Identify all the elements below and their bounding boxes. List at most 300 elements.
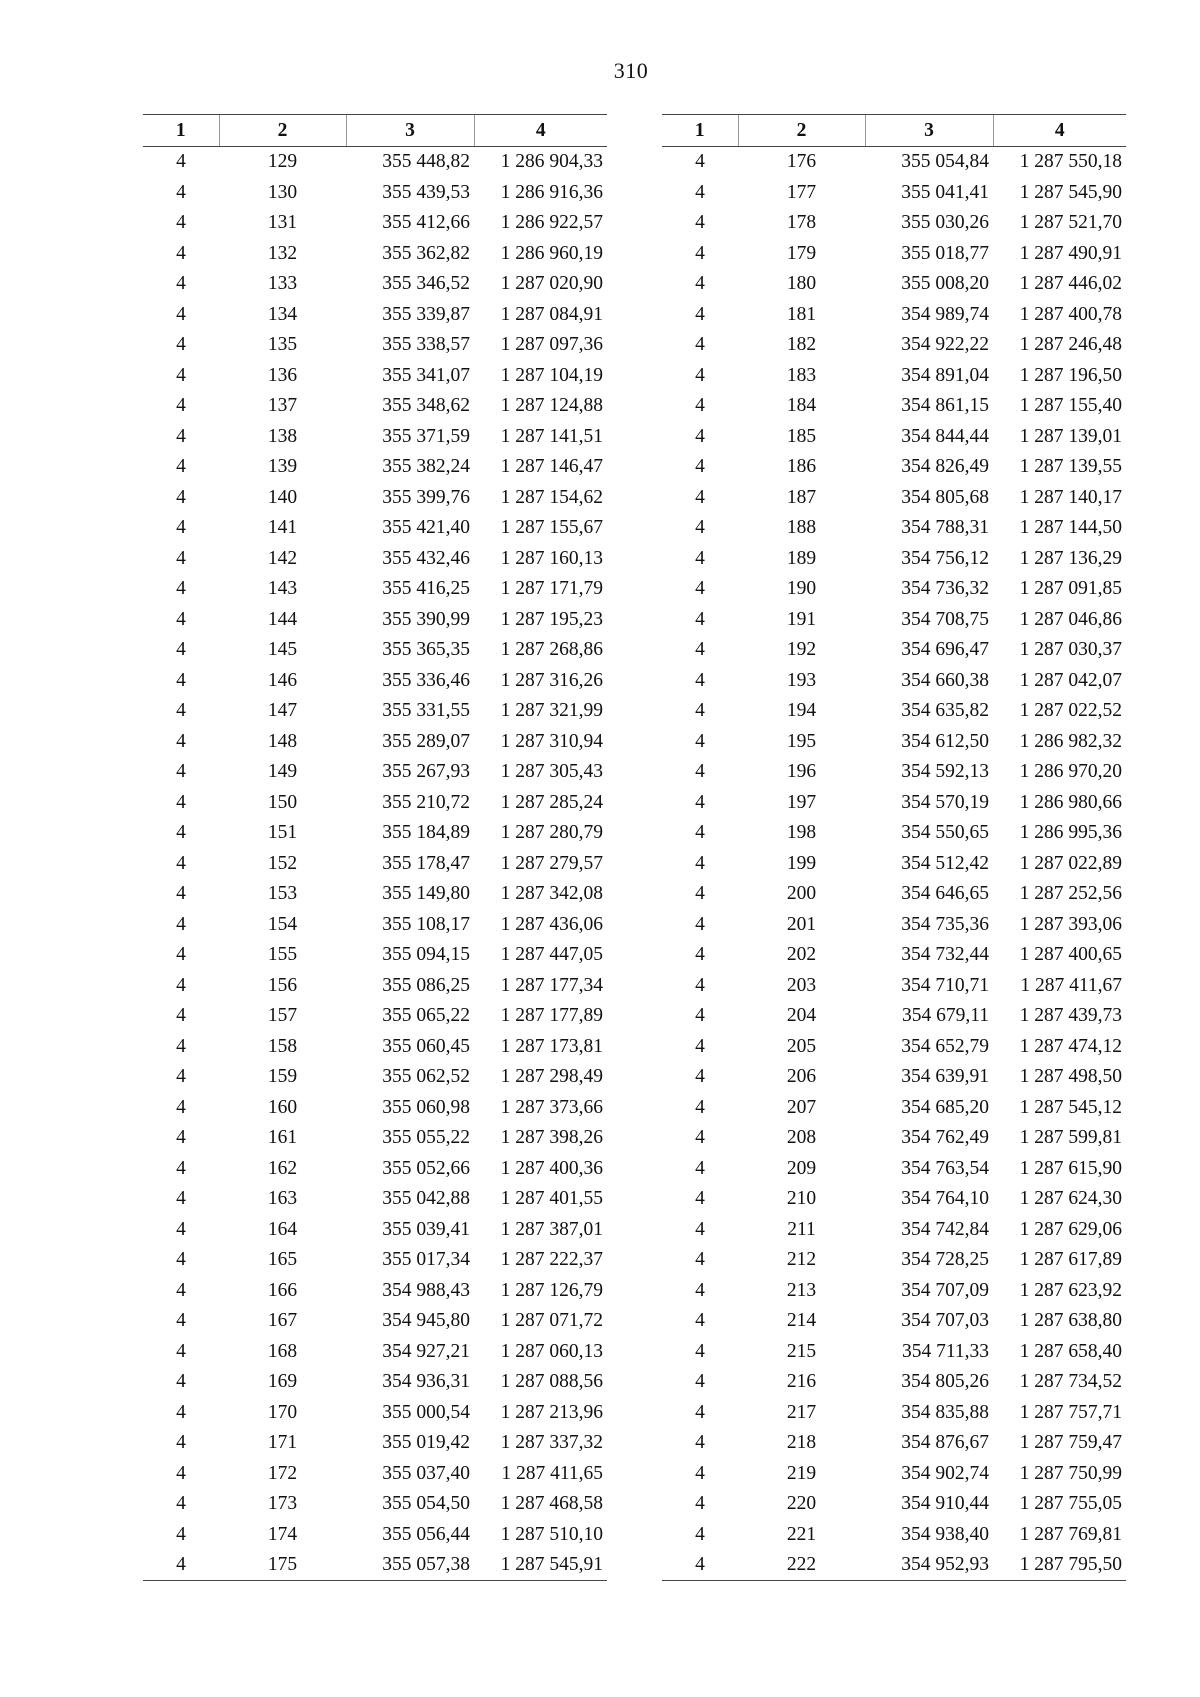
table-header-row <box>143 115 607 147</box>
cell-point-number: 136 <box>267 364 298 386</box>
cell-x-coordinate: 354 742,84 <box>901 1218 989 1240</box>
table-row <box>662 452 1126 483</box>
cell-point-number: 130 <box>267 181 298 203</box>
cell-point-number: 207 <box>786 1096 817 1118</box>
cell-y-coordinate: 1 287 139,55 <box>1019 456 1122 477</box>
table-row <box>143 1275 607 1306</box>
cell-part-number: 4 <box>143 1550 219 1581</box>
cell-y-coordinate: 1 287 474,12 <box>1019 1035 1122 1057</box>
table-body-right <box>662 147 1126 1581</box>
cell-x-coordinate: 354 936,31 <box>382 1371 470 1392</box>
cell-part-number: 4 <box>176 303 186 325</box>
cell-x-coordinate: 355 289,07 <box>382 730 470 752</box>
table-row <box>143 360 607 391</box>
table-row <box>662 1062 1126 1093</box>
cell-point-number: 176 <box>786 151 817 173</box>
cell-y-coordinate: 1 287 140,17 <box>1019 486 1122 508</box>
cell-part-number: 4 <box>695 364 705 386</box>
column-header-3: 3 <box>865 115 993 147</box>
cell-part-number: 4 <box>176 883 186 904</box>
cell-point-number: 133 <box>267 273 298 294</box>
cell-point-number: 166 <box>267 1279 298 1301</box>
table-row <box>143 1062 607 1093</box>
cell-y-coordinate: 1 287 222,37 <box>500 1249 603 1270</box>
cell-point-number: 187 <box>786 486 817 508</box>
column-header-2: 2 <box>219 115 346 147</box>
cell-point-number: 218 <box>786 1432 817 1453</box>
table-row <box>143 604 607 635</box>
cell-part-number: 4 <box>695 1127 705 1148</box>
cell-y-coordinate: 1 286 960,19 <box>500 242 603 264</box>
table-row <box>143 970 607 1001</box>
cell-y-coordinate: 1 287 144,50 <box>1019 517 1122 538</box>
cell-y-coordinate: 1 287 154,62 <box>500 486 603 508</box>
table-row <box>143 482 607 513</box>
cell-y-coordinate: 1 287 734,52 <box>1019 1371 1122 1392</box>
table-row <box>143 513 607 544</box>
table-row <box>143 452 607 483</box>
cell-point-number: 194 <box>786 700 817 721</box>
cell-y-coordinate: 1 287 545,91 <box>474 1550 607 1581</box>
table-row <box>143 1336 607 1367</box>
cell-point-number: 189 <box>786 547 817 569</box>
cell-point-number: 215 <box>786 1340 817 1362</box>
cell-part-number: 4 <box>695 852 705 874</box>
cell-part-number: 4 <box>695 181 705 203</box>
table-row <box>143 726 607 757</box>
cell-point-number: 212 <box>786 1249 817 1270</box>
table-row <box>662 208 1126 239</box>
cell-part-number: 4 <box>176 1127 186 1148</box>
table-row <box>143 1367 607 1398</box>
cell-y-coordinate: 1 287 146,47 <box>500 456 603 477</box>
cell-part-number: 4 <box>176 1462 186 1484</box>
cell-x-coordinate: 354 612,50 <box>901 730 989 752</box>
cell-part-number: 4 <box>176 242 186 264</box>
cell-x-coordinate: 354 708,75 <box>901 608 989 630</box>
cell-point-number: 198 <box>786 822 817 843</box>
cell-x-coordinate: 354 592,13 <box>901 761 989 782</box>
column-header-1: 1 <box>662 115 738 147</box>
cell-x-coordinate: 354 861,15 <box>901 395 989 416</box>
cell-x-coordinate: 354 788,31 <box>901 517 989 538</box>
cell-point-number: 132 <box>267 242 298 264</box>
cell-part-number: 4 <box>176 1096 186 1118</box>
table-row <box>143 299 607 330</box>
cell-y-coordinate: 1 287 298,49 <box>500 1066 603 1087</box>
table-row <box>662 1031 1126 1062</box>
table-row <box>143 1092 607 1123</box>
cell-y-coordinate: 1 287 750,99 <box>1019 1462 1122 1484</box>
cell-y-coordinate: 1 287 022,89 <box>1019 852 1122 874</box>
page-number: 310 <box>613 58 649 83</box>
cell-point-number: 210 <box>786 1188 817 1209</box>
cell-x-coordinate: 355 060,98 <box>382 1096 470 1118</box>
cell-part-number: 4 <box>176 517 186 538</box>
table-row <box>143 848 607 879</box>
cell-x-coordinate: 355 432,46 <box>382 547 470 569</box>
cell-part-number: 4 <box>695 456 705 477</box>
cell-part-number: 4 <box>176 700 186 721</box>
table-row <box>662 1428 1126 1459</box>
table-row <box>662 665 1126 696</box>
cell-part-number: 4 <box>695 1096 705 1118</box>
cell-part-number: 4 <box>176 1005 186 1026</box>
cell-point-number: 153 <box>267 883 298 904</box>
cell-point-number: 172 <box>267 1462 298 1484</box>
cell-point-number: 193 <box>786 669 817 691</box>
column-header-3: 3 <box>346 115 474 147</box>
cell-y-coordinate: 1 287 342,08 <box>500 883 603 904</box>
cell-y-coordinate: 1 287 521,70 <box>1019 212 1122 233</box>
cell-x-coordinate: 354 938,40 <box>901 1523 989 1545</box>
cell-x-coordinate: 355 339,87 <box>382 303 470 325</box>
cell-part-number: 4 <box>695 1310 705 1331</box>
cell-y-coordinate: 1 287 091,85 <box>1019 578 1122 599</box>
cell-point-number: 141 <box>267 517 298 538</box>
cell-point-number: 169 <box>267 1371 298 1392</box>
cell-y-coordinate: 1 287 022,52 <box>1019 700 1122 721</box>
cell-x-coordinate: 354 570,19 <box>901 791 989 813</box>
cell-point-number: 145 <box>267 639 298 660</box>
cell-point-number: 159 <box>267 1066 298 1087</box>
cell-part-number: 4 <box>695 151 705 173</box>
cell-part-number: 4 <box>695 1432 705 1453</box>
table-row <box>143 635 607 666</box>
cell-point-number: 134 <box>267 303 298 325</box>
coordinates-table-right <box>662 114 1126 1581</box>
cell-part-number: 4 <box>695 334 705 355</box>
cell-y-coordinate: 1 287 617,89 <box>1019 1249 1122 1270</box>
cell-part-number: 4 <box>695 1157 705 1179</box>
cell-part-number: 4 <box>176 608 186 630</box>
cell-part-number: 4 <box>176 181 186 203</box>
cell-y-coordinate: 1 287 042,07 <box>1019 669 1122 691</box>
cell-point-number: 219 <box>786 1462 817 1484</box>
cell-x-coordinate: 355 184,89 <box>382 822 470 843</box>
cell-y-coordinate: 1 287 658,40 <box>1019 1340 1122 1362</box>
cell-y-coordinate: 1 287 279,57 <box>500 852 603 874</box>
cell-y-coordinate: 1 287 757,71 <box>1019 1401 1122 1423</box>
cell-y-coordinate: 1 287 020,90 <box>500 273 603 294</box>
cell-part-number: 4 <box>176 1371 186 1392</box>
cell-x-coordinate: 354 988,43 <box>382 1279 470 1301</box>
cell-y-coordinate: 1 287 400,36 <box>500 1157 603 1179</box>
cell-y-coordinate: 1 287 177,89 <box>500 1005 603 1026</box>
table-row <box>662 330 1126 361</box>
table-row <box>662 1367 1126 1398</box>
table-row <box>662 1092 1126 1123</box>
cell-x-coordinate: 355 054,84 <box>901 151 989 173</box>
coordinates-table-left <box>143 114 607 1581</box>
table-row <box>143 757 607 788</box>
cell-x-coordinate: 355 057,38 <box>346 1550 474 1581</box>
cell-x-coordinate: 355 017,34 <box>382 1249 470 1270</box>
cell-part-number: 4 <box>695 791 705 813</box>
cell-y-coordinate: 1 287 280,79 <box>500 822 603 843</box>
cell-point-number: 200 <box>786 883 817 904</box>
cell-y-coordinate: 1 287 638,80 <box>1019 1310 1122 1331</box>
cell-y-coordinate: 1 287 246,48 <box>1019 334 1122 355</box>
cell-point-number: 142 <box>267 547 298 569</box>
cell-point-number: 203 <box>786 974 817 996</box>
cell-x-coordinate: 354 835,88 <box>901 1401 989 1423</box>
cell-point-number: 150 <box>267 791 298 813</box>
cell-point-number: 168 <box>267 1340 298 1362</box>
table-row <box>662 482 1126 513</box>
cell-y-coordinate: 1 287 104,19 <box>500 364 603 386</box>
cell-y-coordinate: 1 287 337,32 <box>500 1432 603 1453</box>
cell-y-coordinate: 1 287 177,34 <box>500 974 603 996</box>
cell-x-coordinate: 354 696,47 <box>901 639 989 660</box>
cell-x-coordinate: 355 439,53 <box>382 181 470 203</box>
cell-point-number: 201 <box>786 913 817 935</box>
cell-x-coordinate: 354 550,65 <box>901 822 989 843</box>
cell-x-coordinate: 354 756,12 <box>901 547 989 569</box>
cell-x-coordinate: 354 732,44 <box>901 944 989 965</box>
cell-part-number: 4 <box>695 883 705 904</box>
cell-point-number: 148 <box>267 730 298 752</box>
cell-part-number: 4 <box>176 486 186 508</box>
cell-part-number: 4 <box>176 334 186 355</box>
cell-y-coordinate: 1 287 060,13 <box>500 1340 603 1362</box>
cell-x-coordinate: 355 065,22 <box>382 1005 470 1026</box>
cell-part-number: 4 <box>176 578 186 599</box>
cell-x-coordinate: 354 512,42 <box>901 852 989 874</box>
cell-y-coordinate: 1 287 468,58 <box>500 1493 603 1514</box>
cell-point-number: 221 <box>786 1523 817 1545</box>
table-row <box>662 1214 1126 1245</box>
cell-part-number: 4 <box>695 1066 705 1087</box>
table-row <box>662 1245 1126 1276</box>
table-row <box>662 421 1126 452</box>
cell-point-number: 163 <box>267 1188 298 1209</box>
cell-x-coordinate: 355 331,55 <box>382 700 470 721</box>
cell-point-number: 181 <box>786 303 817 325</box>
cell-point-number: 209 <box>786 1157 817 1179</box>
cell-part-number: 4 <box>662 1550 738 1581</box>
column-header-2: 2 <box>738 115 865 147</box>
table-row <box>662 1550 1126 1581</box>
cell-y-coordinate: 1 287 759,47 <box>1019 1432 1122 1453</box>
cell-point-number: 179 <box>786 242 817 264</box>
cell-part-number: 4 <box>695 1035 705 1057</box>
cell-y-coordinate: 1 287 545,90 <box>1019 181 1122 203</box>
table-row <box>143 147 607 178</box>
cell-part-number: 4 <box>695 578 705 599</box>
cell-part-number: 4 <box>176 730 186 752</box>
cell-y-coordinate: 1 287 411,65 <box>501 1462 603 1484</box>
cell-point-number: 129 <box>267 151 298 173</box>
cell-x-coordinate: 354 927,21 <box>382 1340 470 1362</box>
cell-y-coordinate: 1 287 321,99 <box>500 700 603 721</box>
cell-point-number: 138 <box>267 425 298 447</box>
table-row <box>143 1031 607 1062</box>
cell-x-coordinate: 355 062,52 <box>382 1066 470 1087</box>
cell-point-number: 180 <box>786 273 817 294</box>
cell-y-coordinate: 1 287 316,26 <box>500 669 603 691</box>
cell-x-coordinate: 355 149,80 <box>382 883 470 904</box>
cell-x-coordinate: 355 416,25 <box>382 578 470 599</box>
cell-y-coordinate: 1 287 213,96 <box>500 1401 603 1423</box>
cell-part-number: 4 <box>176 1218 186 1240</box>
cell-x-coordinate: 355 030,26 <box>901 212 989 233</box>
table-row <box>662 757 1126 788</box>
cell-y-coordinate: 1 287 498,50 <box>1019 1066 1122 1087</box>
cell-part-number: 4 <box>176 1249 186 1270</box>
cell-part-number: 4 <box>695 242 705 264</box>
cell-x-coordinate: 355 382,24 <box>382 456 470 477</box>
table-row <box>662 1153 1126 1184</box>
cell-y-coordinate: 1 287 550,18 <box>1019 151 1122 173</box>
cell-part-number: 4 <box>695 1371 705 1392</box>
cell-part-number: 4 <box>695 395 705 416</box>
cell-point-number: 220 <box>786 1493 817 1514</box>
table-row <box>143 1001 607 1032</box>
cell-part-number: 4 <box>695 700 705 721</box>
cell-y-coordinate: 1 287 173,81 <box>500 1035 603 1057</box>
cell-x-coordinate: 355 362,82 <box>382 242 470 264</box>
cell-part-number: 4 <box>176 913 186 935</box>
cell-y-coordinate: 1 287 195,23 <box>500 608 603 630</box>
table-row <box>662 543 1126 574</box>
table-row <box>662 940 1126 971</box>
table-row <box>662 635 1126 666</box>
cell-part-number: 4 <box>176 1340 186 1362</box>
cell-x-coordinate: 354 805,26 <box>901 1371 989 1392</box>
cell-part-number: 4 <box>176 1401 186 1423</box>
cell-x-coordinate: 354 902,74 <box>901 1462 989 1484</box>
cell-x-coordinate: 354 685,20 <box>901 1096 989 1118</box>
cell-y-coordinate: 1 287 795,50 <box>993 1550 1126 1581</box>
cell-part-number: 4 <box>176 974 186 996</box>
table-row <box>662 1458 1126 1489</box>
cell-x-coordinate: 354 707,03 <box>901 1310 989 1331</box>
cell-part-number: 4 <box>695 517 705 538</box>
table-row <box>143 1489 607 1520</box>
cell-part-number: 4 <box>695 1005 705 1026</box>
table-row <box>662 970 1126 1001</box>
cell-point-number: 195 <box>786 730 817 752</box>
cell-point-number: 217 <box>786 1401 817 1423</box>
cell-point-number: 190 <box>786 578 817 599</box>
table-row <box>662 269 1126 300</box>
cell-y-coordinate: 1 287 136,29 <box>1019 547 1122 569</box>
cell-part-number: 4 <box>176 364 186 386</box>
table-row <box>662 879 1126 910</box>
table-row <box>143 208 607 239</box>
cell-point-number: 162 <box>267 1157 298 1179</box>
cell-point-number: 156 <box>267 974 298 996</box>
cell-y-coordinate: 1 287 155,67 <box>500 517 603 538</box>
cell-y-coordinate: 1 287 439,73 <box>1019 1005 1122 1026</box>
cell-part-number: 4 <box>695 669 705 691</box>
table-row <box>143 330 607 361</box>
cell-x-coordinate: 354 891,04 <box>901 364 989 386</box>
cell-x-coordinate: 354 736,32 <box>901 578 989 599</box>
cell-x-coordinate: 355 108,17 <box>382 913 470 935</box>
cell-y-coordinate: 1 287 084,91 <box>500 303 603 325</box>
cell-part-number: 4 <box>695 547 705 569</box>
cell-part-number: 4 <box>176 791 186 813</box>
cell-y-coordinate: 1 287 030,37 <box>1019 639 1122 660</box>
cell-x-coordinate: 355 000,54 <box>382 1401 470 1423</box>
cell-point-number: 202 <box>786 944 817 965</box>
table-header-row <box>662 115 1126 147</box>
cell-y-coordinate: 1 287 446,02 <box>1019 273 1122 294</box>
table-row <box>662 696 1126 727</box>
table-row <box>662 1184 1126 1215</box>
cell-part-number: 4 <box>695 303 705 325</box>
cell-x-coordinate: 355 039,41 <box>382 1218 470 1240</box>
cell-x-coordinate: 355 421,40 <box>382 517 470 538</box>
cell-y-coordinate: 1 287 623,92 <box>1019 1279 1122 1301</box>
cell-part-number: 4 <box>176 822 186 843</box>
cell-part-number: 4 <box>695 761 705 782</box>
cell-point-number: 144 <box>267 608 298 630</box>
table-row <box>143 696 607 727</box>
cell-x-coordinate: 354 735,36 <box>901 913 989 935</box>
cell-part-number: 4 <box>695 1462 705 1484</box>
cell-part-number: 4 <box>176 669 186 691</box>
cell-x-coordinate: 354 710,71 <box>901 974 989 996</box>
cell-y-coordinate: 1 287 373,66 <box>500 1096 603 1118</box>
cell-y-coordinate: 1 286 904,33 <box>500 151 603 173</box>
cell-y-coordinate: 1 287 398,26 <box>500 1127 603 1148</box>
cell-point-number: 211 <box>787 1218 816 1240</box>
table-row <box>662 391 1126 422</box>
cell-y-coordinate: 1 287 126,79 <box>500 1279 603 1301</box>
cell-x-coordinate: 354 826,49 <box>901 456 989 477</box>
cell-x-coordinate: 354 660,38 <box>901 669 989 691</box>
cell-y-coordinate: 1 287 285,24 <box>500 791 603 813</box>
cell-x-coordinate: 354 707,09 <box>901 1279 989 1301</box>
table-body-left <box>143 147 607 1581</box>
cell-y-coordinate: 1 287 141,51 <box>500 425 603 447</box>
cell-x-coordinate: 354 805,68 <box>901 486 989 508</box>
cell-point-number: 182 <box>786 334 817 355</box>
cell-part-number: 4 <box>695 486 705 508</box>
table-row <box>662 909 1126 940</box>
cell-x-coordinate: 355 008,20 <box>901 273 989 294</box>
cell-part-number: 4 <box>695 1188 705 1209</box>
cell-x-coordinate: 355 042,88 <box>382 1188 470 1209</box>
cell-y-coordinate: 1 287 097,36 <box>500 334 603 355</box>
cell-part-number: 4 <box>176 456 186 477</box>
table-row <box>143 1306 607 1337</box>
cell-x-coordinate: 355 018,77 <box>901 242 989 264</box>
cell-point-number: 165 <box>267 1249 298 1270</box>
cell-part-number: 4 <box>176 212 186 233</box>
cell-y-coordinate: 1 287 769,81 <box>1019 1523 1122 1545</box>
table-row <box>143 1397 607 1428</box>
cell-y-coordinate: 1 287 624,30 <box>1019 1188 1122 1209</box>
cell-part-number: 4 <box>176 273 186 294</box>
cell-part-number: 4 <box>695 822 705 843</box>
cell-part-number: 4 <box>176 425 186 447</box>
cell-y-coordinate: 1 287 490,91 <box>1019 242 1122 264</box>
cell-x-coordinate: 355 052,66 <box>382 1157 470 1179</box>
table-row <box>143 879 607 910</box>
cell-part-number: 4 <box>695 974 705 996</box>
table-row <box>662 726 1126 757</box>
cell-x-coordinate: 355 390,99 <box>382 608 470 630</box>
table-row <box>662 1001 1126 1032</box>
table-row <box>143 818 607 849</box>
cell-point-number: 143 <box>267 578 298 599</box>
cell-y-coordinate: 1 287 755,05 <box>1019 1493 1122 1514</box>
cell-y-coordinate: 1 287 411,67 <box>1020 974 1122 996</box>
